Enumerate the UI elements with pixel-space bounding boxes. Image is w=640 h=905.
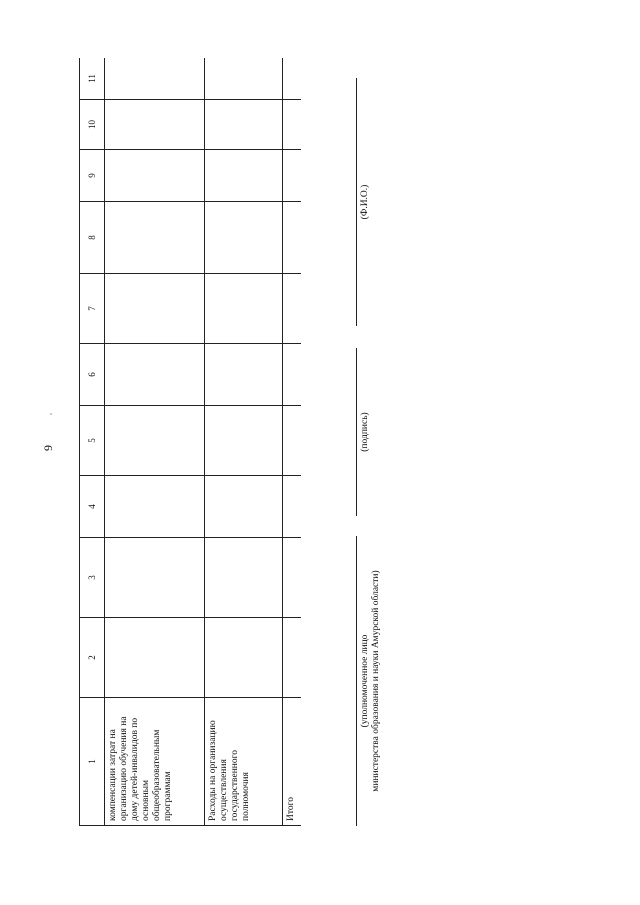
column-number: 9: [80, 150, 105, 202]
table-cell: [205, 344, 283, 406]
table-cell: [105, 202, 205, 274]
table-cell: [283, 618, 302, 698]
official-caption-line1: (уполномоченное лицо: [360, 634, 370, 728]
table-cell: [283, 150, 302, 202]
table-row: [205, 58, 283, 826]
official-line: [356, 536, 357, 826]
signature-block: [354, 78, 402, 826]
table-cell: [283, 58, 302, 100]
column-number: 4: [80, 476, 105, 538]
table-cell: [105, 406, 205, 476]
column-number: 11: [80, 58, 105, 100]
table-cell: [205, 618, 283, 698]
scan-speck: [50, 413, 52, 415]
signature-line: [356, 348, 357, 516]
table-cell: [105, 344, 205, 406]
name-line: [356, 78, 357, 326]
column-number: 6: [80, 344, 105, 406]
table-cell: [105, 538, 205, 618]
table-cell: [283, 476, 302, 538]
table-cell: [283, 344, 302, 406]
name-caption: (Ф.И.О.): [360, 184, 370, 220]
header-row: [80, 58, 105, 826]
total-row: [283, 58, 302, 826]
table-cell: [105, 58, 205, 100]
column-number: 5: [80, 406, 105, 476]
table-cell: [105, 476, 205, 538]
column-number: 3: [80, 538, 105, 618]
table-cell: [105, 150, 205, 202]
report-table-container: [79, 58, 301, 826]
row-label: Итого: [283, 698, 302, 826]
table-cell: [105, 274, 205, 344]
page-number: 9: [41, 445, 55, 451]
table-cell: [205, 100, 283, 150]
table-cell: [283, 274, 302, 344]
table-cell: [205, 274, 283, 344]
table-cell: [283, 406, 302, 476]
table-cell: [283, 538, 302, 618]
table-row: [105, 58, 205, 826]
official-caption-line2: министерства образования и науки Амурской области): [371, 570, 381, 792]
table-cell: [205, 202, 283, 274]
table-cell: [205, 150, 283, 202]
table-cell: [205, 406, 283, 476]
row-label: Расходы на организацию осуществления государственного полномочия: [205, 698, 283, 826]
table-cell: [105, 100, 205, 150]
column-number: 1: [80, 698, 105, 826]
column-number: 8: [80, 202, 105, 274]
table-cell: [205, 58, 283, 100]
table-cell: [283, 202, 302, 274]
row-label: компенсации затрат на организацию обучения на дому детей-инвалидов по основным общеобразовательным программам: [105, 698, 205, 826]
column-number: 7: [80, 274, 105, 344]
table-cell: [105, 618, 205, 698]
table-cell: [205, 538, 283, 618]
signature-caption: (подпись): [360, 412, 370, 452]
table-cell: [205, 476, 283, 538]
official-caption: [360, 536, 382, 826]
column-number: 2: [80, 618, 105, 698]
column-number: 10: [80, 100, 105, 150]
table-cell: [283, 100, 302, 150]
report-table: [79, 58, 301, 826]
